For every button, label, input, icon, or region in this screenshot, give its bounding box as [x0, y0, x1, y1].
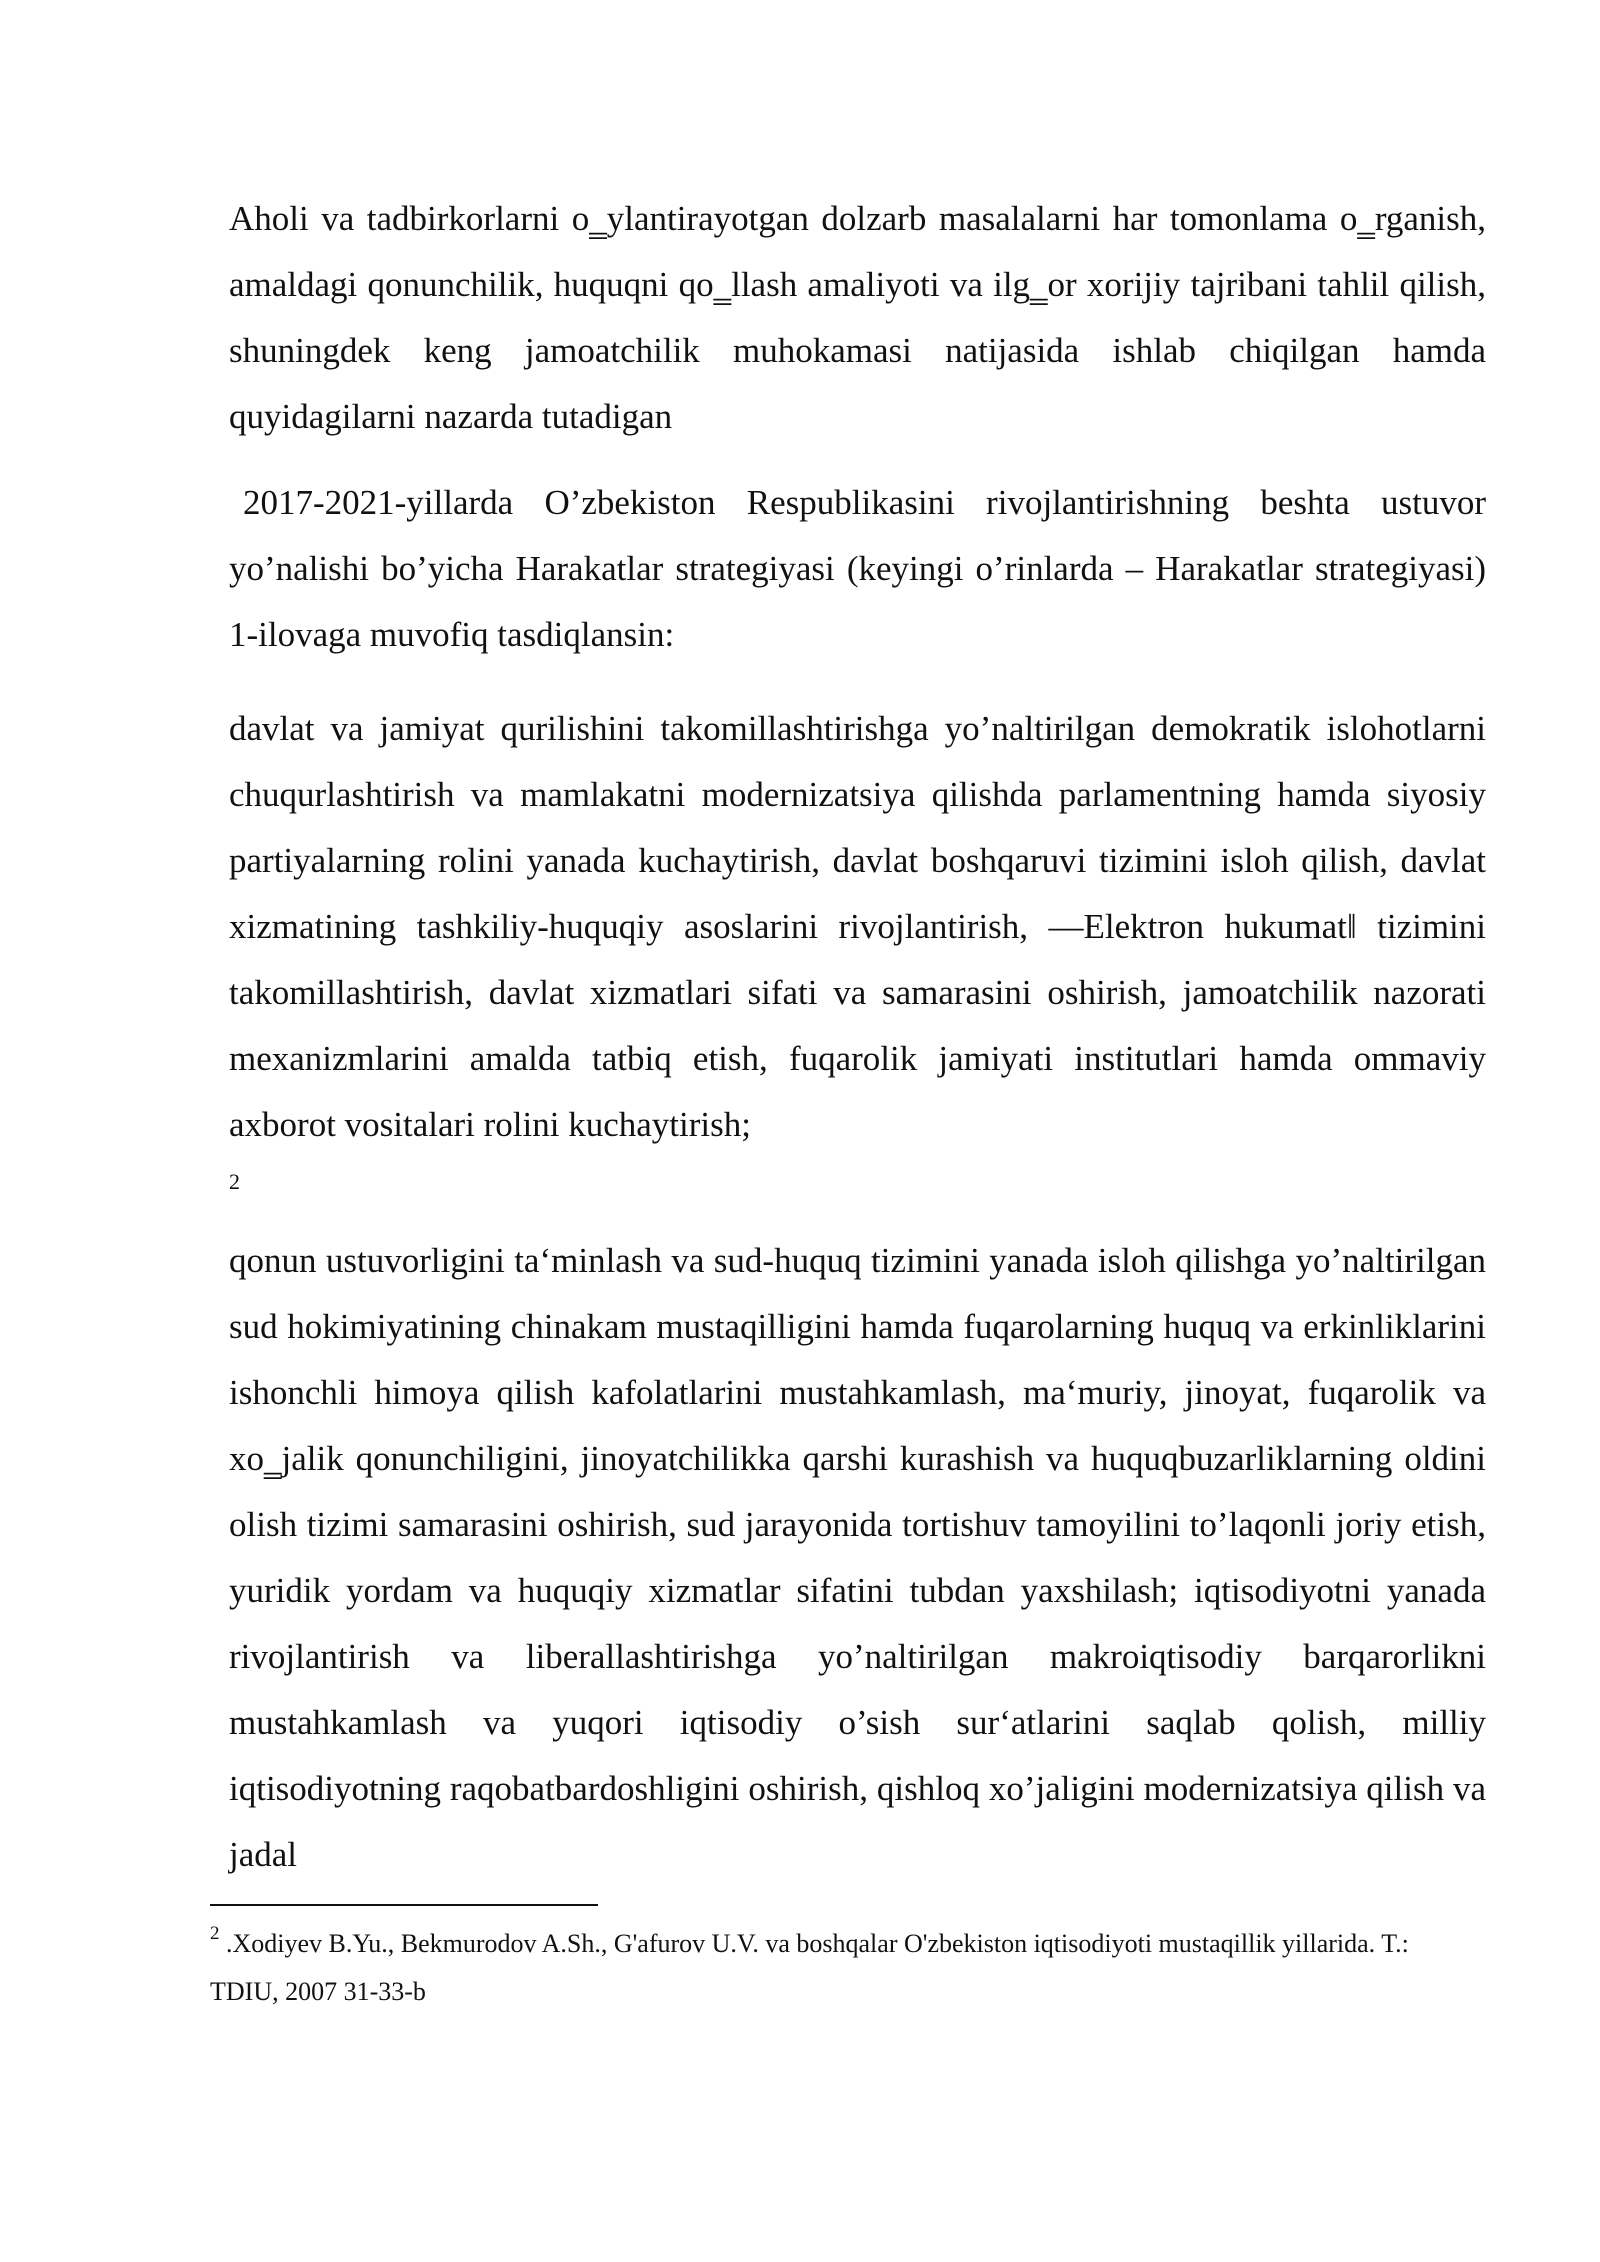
footnote-prefix: . — [226, 1929, 233, 1958]
footnote-separator-line — [210, 1904, 598, 1906]
paragraph-strategy-approval: 2017-2021-yillarda O’zbekiston Respublikasini rivojlantirishning beshta ustuvor yo’nalishi bo’yicha Harakatlar strategiyasi (keyingi o’rinlarda – Harakatlar strategiyasi) 1-ilovaga muvofiq tasdiqlansin: — [229, 483, 1486, 654]
footnote-number: 2 — [210, 1923, 220, 1944]
paragraph-state-building: davlat va jamiyat qurilishini takomillashtirishga yo’naltirilgan demokratik islohotlarni chuqurlashtirish va mamlakatni modernizatsiya qilishda parlamentning hamda siyosiy partiyalarning rolini yanada kuchaytirish, davlat boshqaruvi tizimini isloh qilish, davlat xizmatining tashkiliy-huquqiy asoslarini rivojlantirish, ―Elektron hukumat‖ tizimini takomillashtirish, davlat xizmatlari sifati va samarasini oshirish, jamoatchilik nazorati mexanizmlarini amalda tatbiq etish, fuqarolik jamiyati institutlari hamda ommaviy axborot vositalari rolini kuchaytirish; — [229, 709, 1486, 1144]
paragraph-rule-of-law: qonun ustuvorligini ta‘minlash va sud-huquq tizimini yanada isloh qilishga yo’naltirilgan sud hokimiyatining chinakam mustaqilligini hamda fuqarolarning huquq va erkinliklarini ishonchli himoya qilish kafolatlarini mustahkamlash, ma‘muriy, jinoyat, fuqarolik va xo‗jalik qonunchiligini, jinoyatchilikka qarshi kurashish va huquqbuzarliklarning oldini olish tizimi samarasini oshirish, sud jarayonida tortishuv tamoyilini to’laqonli joriy etish, yuridik yordam va huquqiy xizmatlar sifatini tubdan yaxshilash; iqtisodiyotni yanada rivojlantirish va liberallashtirishga yo’naltirilgan makroiqtisodiy barqarorlikni mustahkamlash va yuqori iqtisodiy o’sish sur‘atlarini saqlab qolish, milliy iqtisodiyotning raqobatbardoshligini oshirish, qishloq xo’jaligini modernizatsiya qilish va jadal — [229, 1241, 1486, 1874]
footnote-text: Xodiyev B.Yu., Bekmurodov A.Sh., G'afurov U.V. va boshqalar O'zbekiston iqtisodiyoti mustaqillik yillarida. T.: TDIU, 2007 31-33-b — [210, 1929, 1409, 2006]
footnote-reference-marker: 2 — [229, 1169, 240, 1194]
paragraph-intro: Aholi va tadbirkorlarni o‗ylantirayotgan dolzarb masalalarni har tomonlama o‗rganish, amaldagi qonunchilik, huquqni qo‗llash amaliyoti va ilg‗or xorijiy tajribani tahlil qilish, shuningdek keng jamoatchilik muhokamasi natijasida ishlab chiqilgan hamda quyidagilarni nazarda tutadigan — [229, 199, 1486, 436]
footnote — [210, 1920, 1480, 2016]
